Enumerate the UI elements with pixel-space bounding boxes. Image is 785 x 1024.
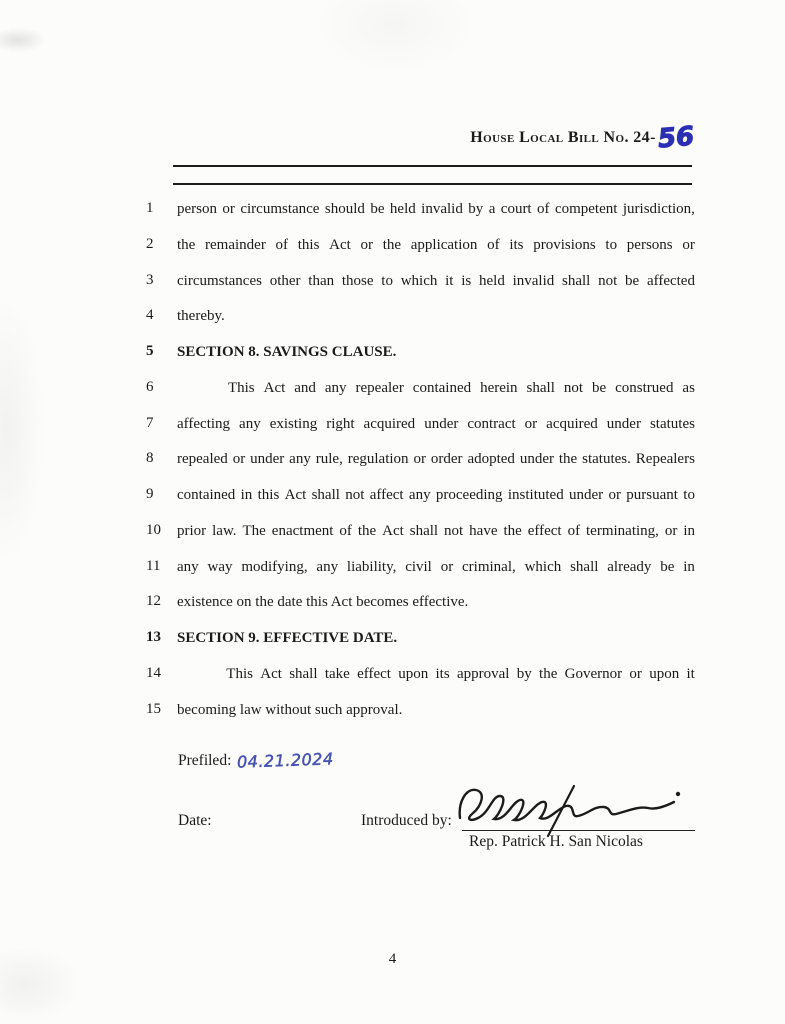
line-number: 6 xyxy=(146,378,154,395)
line-number: 15 xyxy=(146,700,161,717)
line-number: 2 xyxy=(146,235,154,252)
line-number: 12 xyxy=(146,593,161,610)
signature-block xyxy=(178,808,696,868)
signature-scribble xyxy=(456,784,686,832)
bill-line xyxy=(146,629,696,665)
line-number: 14 xyxy=(146,664,161,681)
bill-number-handwritten: 56 xyxy=(656,121,696,155)
line-number: 3 xyxy=(146,271,154,288)
document-header xyxy=(0,121,696,155)
line-text: This Act shall take effect upon its approval by the Governor or upon it xyxy=(177,665,695,684)
line-number: 11 xyxy=(146,557,161,574)
line-text: affecting any existing right acquired under contract or acquired under statutes xyxy=(177,415,695,432)
line-text: the remainder of this Act or the application of its provisions to persons or xyxy=(177,236,695,253)
header-rule-top xyxy=(173,165,692,167)
bill-line xyxy=(146,307,696,343)
line-text: any way modifying, any liability, civil or criminal, which shall already be in xyxy=(177,558,695,575)
bill-line xyxy=(146,522,696,558)
line-number: 1 xyxy=(146,200,154,216)
bill-line xyxy=(146,486,696,522)
prefiled-row xyxy=(178,751,334,770)
line-text: SECTION 9. EFFECTIVE DATE. xyxy=(177,630,398,646)
bill-line xyxy=(146,379,696,415)
introduced-by-label: Introduced by: xyxy=(361,812,452,829)
bill-line xyxy=(146,272,696,308)
line-text: This Act and any repealer contained herein shall not be construed as xyxy=(177,379,695,398)
bill-line xyxy=(146,236,696,272)
bill-text-block xyxy=(146,200,696,736)
line-text: SECTION 8. SAVINGS CLAUSE. xyxy=(177,344,397,360)
bill-line xyxy=(146,593,696,629)
bill-line xyxy=(146,558,696,594)
signature-line xyxy=(462,830,695,831)
line-text: existence on the date this Act becomes effective. xyxy=(177,594,469,611)
date-label: Date: xyxy=(178,812,212,829)
line-text: contained in this Act shall not affect any proceeding instituted under or pursuant to xyxy=(177,487,695,503)
line-text: person or circumstance should be held invalid by a court of competent jurisdiction, xyxy=(177,201,695,217)
bill-line xyxy=(146,450,696,486)
bill-line xyxy=(146,665,696,701)
header-rule-bottom xyxy=(173,183,692,185)
paragraph-indent xyxy=(177,379,219,398)
line-text: becoming law without such approval. xyxy=(177,701,403,718)
line-text: circumstances other than those to which it is held invalid shall not be affected xyxy=(177,272,695,289)
signature-area xyxy=(462,784,695,851)
prefiled-date-handwritten: 04.21.2024 xyxy=(237,749,335,772)
paragraph-indent xyxy=(177,665,219,684)
bill-line xyxy=(146,415,696,451)
signatory-name: Rep. Patrick H. San Nicolas xyxy=(469,833,643,850)
line-number: 5 xyxy=(146,343,154,359)
line-number: 4 xyxy=(146,307,154,324)
line-text: repealed or under any rule, regulation or order adopted under the statutes. Repealers xyxy=(177,451,695,468)
line-text: thereby. xyxy=(177,308,225,325)
bill-line xyxy=(146,701,696,737)
bill-number-label: House Local Bill No. 24- xyxy=(470,129,656,146)
line-number: 8 xyxy=(146,450,154,467)
bill-line xyxy=(146,200,696,236)
page-number: 4 xyxy=(388,951,397,967)
prefiled-label: Prefiled: xyxy=(178,752,232,769)
line-number: 10 xyxy=(146,521,161,538)
line-number: 7 xyxy=(146,414,154,431)
line-number: 9 xyxy=(146,486,154,502)
line-number: 13 xyxy=(146,629,161,645)
bill-line xyxy=(146,343,696,379)
line-text: prior law. The enactment of the Act shall not have the effect of terminating, or in xyxy=(177,522,695,539)
